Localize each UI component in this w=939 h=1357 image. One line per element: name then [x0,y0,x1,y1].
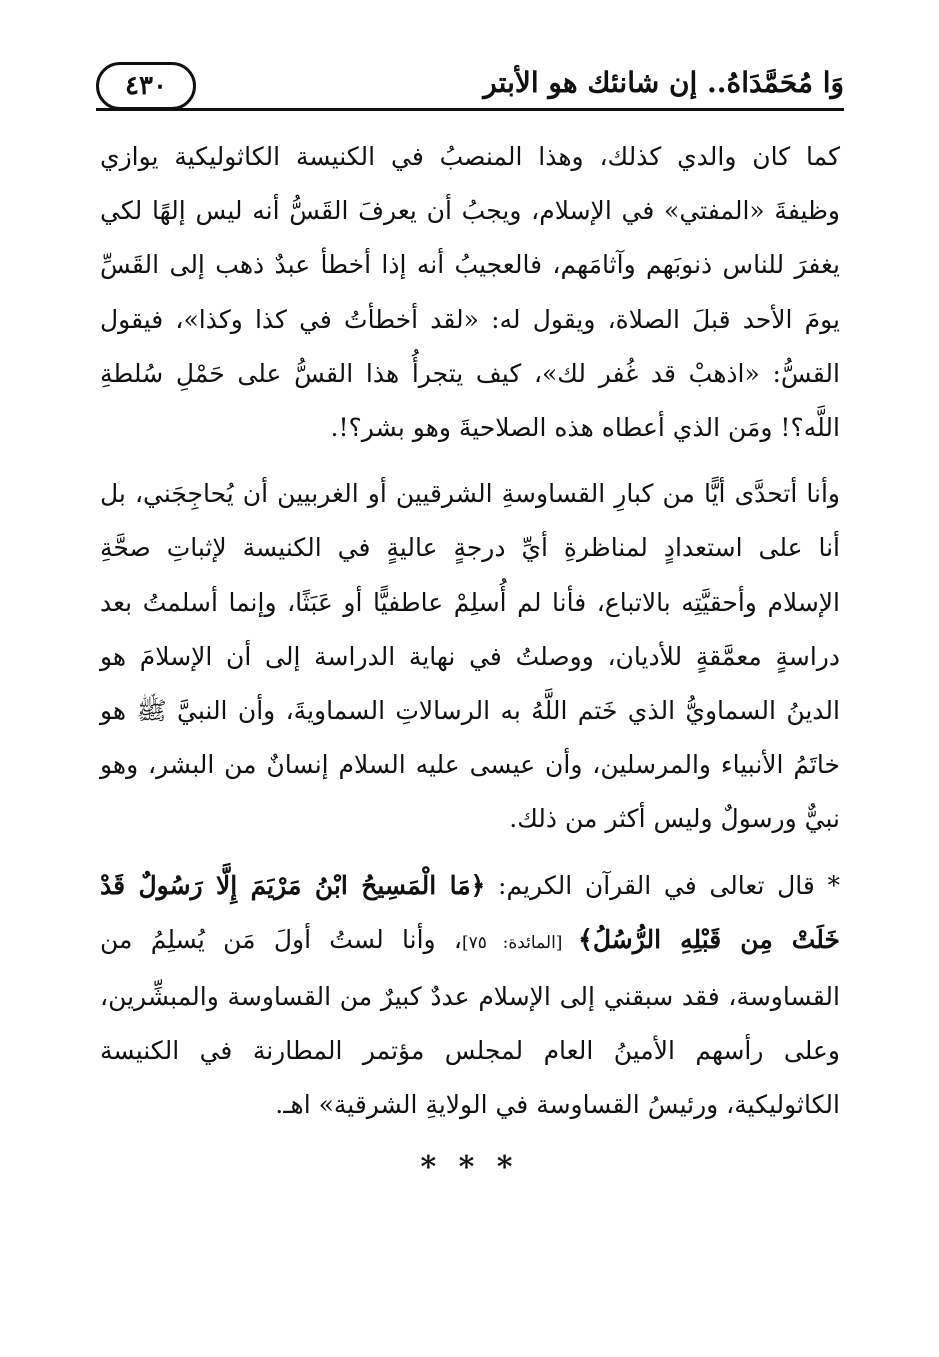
paragraph-2: وأنا أتحدَّى أيًّا من كبارِ القساوسةِ الشرقيين أو الغربيين أن يُحاجِجَني، بل أنا على استعدادٍ لمناظرةِ أيِّ درجةٍ عاليةٍ في الكنيسة لإثباتِ صحَّةِ الإسلام وأحقيَّتِه بالاتباع، فأنا لم أُسلِمْ عاطفيًّا أو عَبَثًا، وإنما أسلمتُ بعد دراسةٍ معمَّقةٍ للأديان، ووصلتُ في نهاية الدراسة إلى أن الإسلامَ هو الدينُ السماويُّ الذي خَتم اللَّهُ به الرسالاتِ السماويةَ، وأن النبيَّ ﷺ هو خاتَمُ الأنبياء والمرسلين، وأن عيسى عليه السلام إنسانٌ من البشر، وهو نبيٌّ ورسولٌ وليس أكثر من ذلك. [100,479,840,834]
section-separator: * * * [420,1150,519,1185]
paragraph-3-rest: ، وأنا لستُ أولَ مَن يُسلِمُ من القساوسة، فقد سبقني إلى الإسلام عددٌ كبيرٌ من القساوسة والمبشِّرين، وعلى رأسهم الأمينُ العام لمجلس مؤتمر المطارنة في الكنيسة الكاثوليكية، ورئيسُ القساوسة في الولايةِ الشرقية» اهـ. [100,924,840,1120]
page-header [96,58,844,122]
paragraph-1: كما كان والدي كذلك، وهذا المنصبُ في الكنيسة الكاثوليكية يوازي وظيفةَ «المفتي» في الإسلام، ويجبُ أن يعرفَ القَسُّ أنه ليس إلهًا لكي يغفرَ للناس ذنوبَهم وآثامَهم، فالعجيبُ أنه إذا أخطأ عبدٌ ذهب إلى القَسِّ يومَ الأحد قبلَ الصلاة، ويقول له: «لقد أخطأتُ في كذا وكذا»، فيقول القسُّ: «اذهبْ قد غُفر لك»، كيف يتجرأُ هذا القسُّ على حَمْلِ سُلطةِ اللَّه؟! ومَن الذي أعطاه هذه الصلاحيةَ وهو بشر؟!. [100,142,840,443]
running-title: وَا مُحَمَّدَاهُ.. إن شانئك هو الأبتر [483,66,844,99]
verse-intro: * قال تعالى في القرآن الكريم: [485,870,840,900]
quran-verse: ﴿مَا الْمَسِيحُ ابْنُ مَرْيَمَ إِلَّا رَسُولٌ قَدْ خَلَتْ مِن قَبْلِهِ الرُّسُلُ﴾ [100,870,841,954]
verse-citation: [المائدة: ٧٥] [461,932,579,953]
body-text [100,130,840,1133]
page-number: ٤٣٠ [96,62,196,110]
paragraph-3 [100,859,840,1133]
header-rule [96,108,844,111]
